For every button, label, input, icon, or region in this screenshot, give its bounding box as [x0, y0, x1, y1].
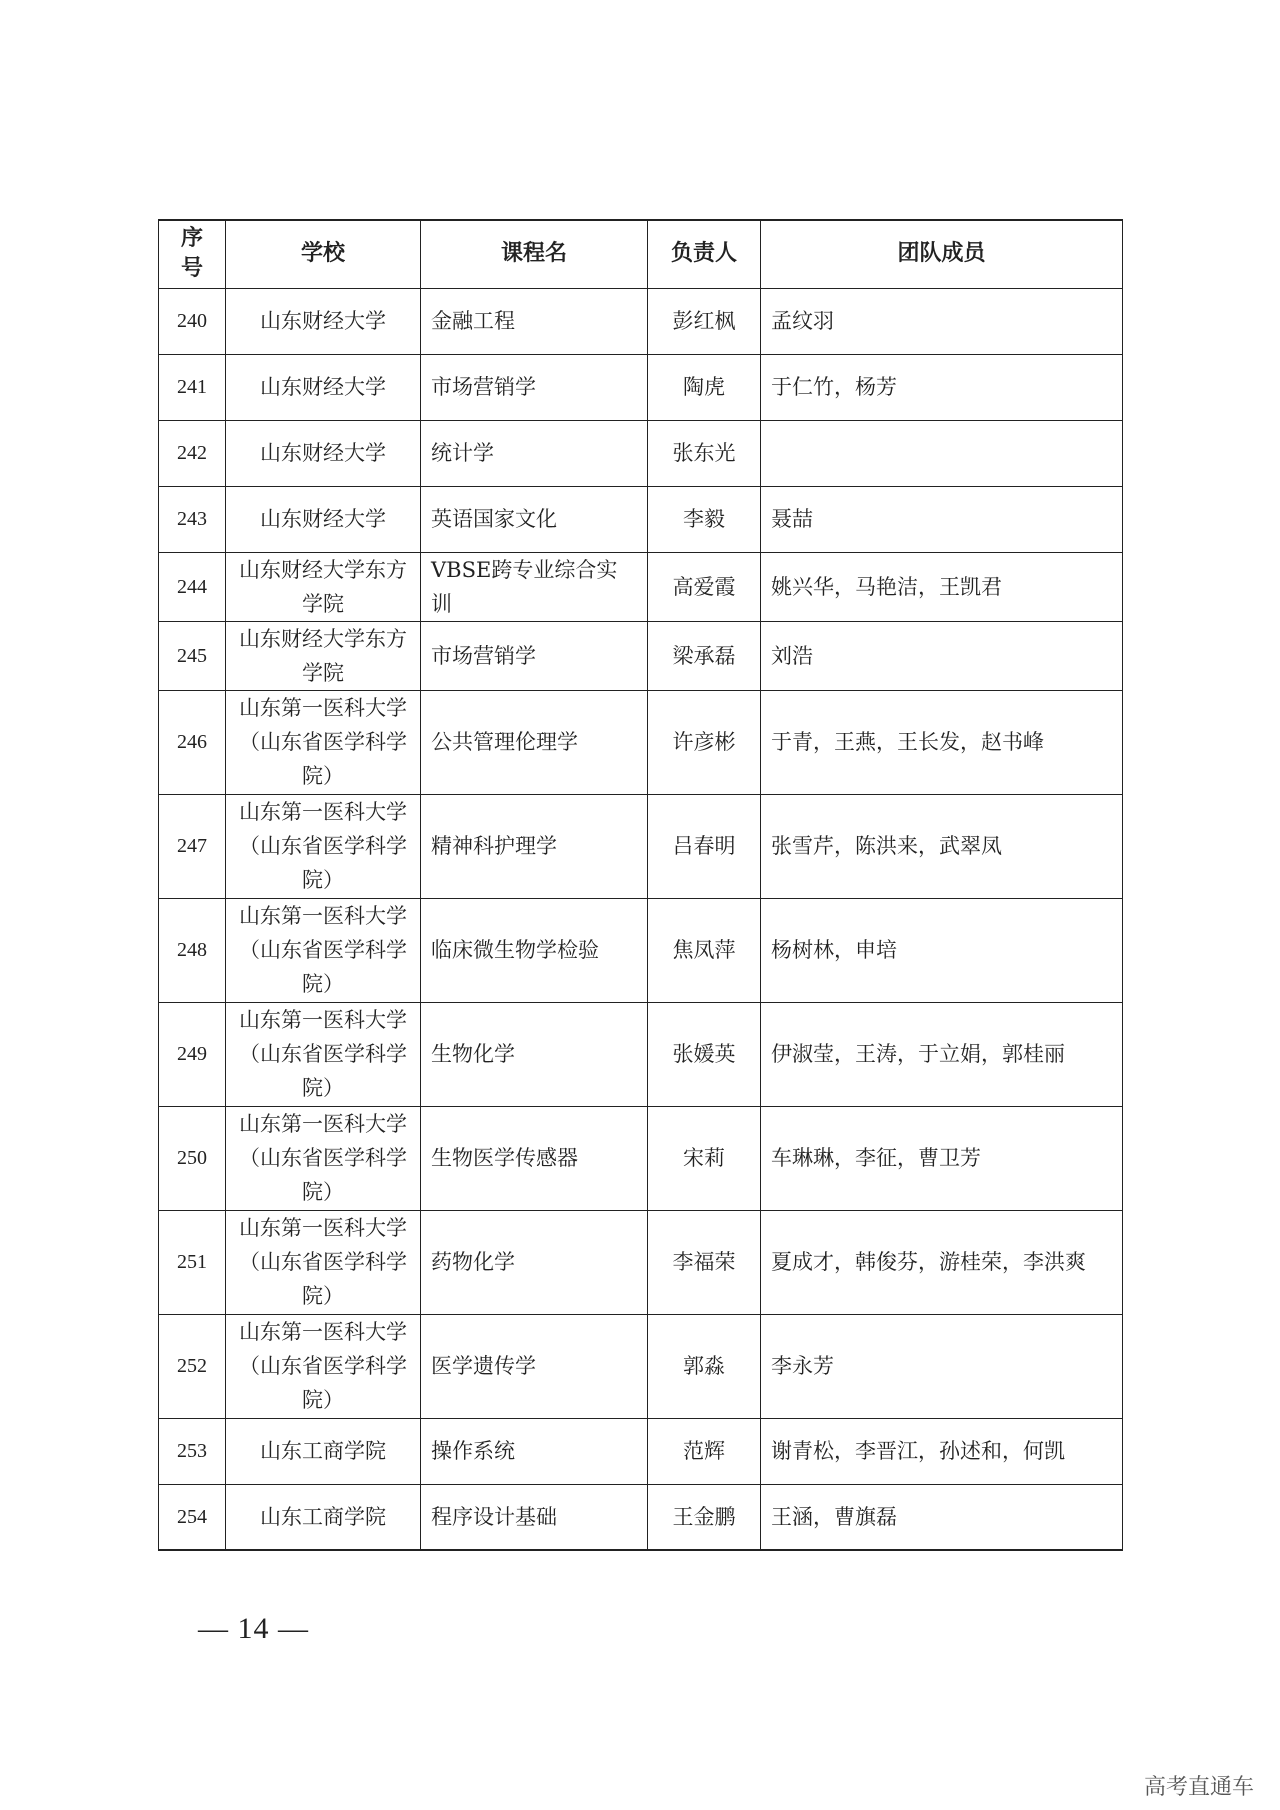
row-leader: 郭淼	[648, 1314, 761, 1418]
row-school: 山东第一医科大学（山东省医学科学院）	[226, 1314, 421, 1418]
course-table	[158, 219, 1123, 1551]
row-course: 市场营销学	[421, 354, 648, 420]
row-members: 姚兴华，马艳洁，王凯君	[761, 552, 1123, 621]
row-no: 245	[159, 621, 226, 690]
row-course: 药物化学	[421, 1210, 648, 1314]
row-leader: 张东光	[648, 420, 761, 486]
row-leader: 陶虎	[648, 354, 761, 420]
row-leader: 梁承磊	[648, 621, 761, 690]
row-course: 操作系统	[421, 1418, 648, 1484]
row-members: 于青，王燕，王长发，赵书峰	[761, 690, 1123, 794]
table-row	[159, 621, 1123, 690]
row-leader: 吕春明	[648, 794, 761, 898]
row-members: 王涵，曹旗磊	[761, 1484, 1123, 1550]
row-school: 山东第一医科大学（山东省医学科学院）	[226, 898, 421, 1002]
header-no: 序号	[159, 220, 226, 288]
row-course: 精神科护理学	[421, 794, 648, 898]
table-row	[159, 288, 1123, 354]
row-members: 刘浩	[761, 621, 1123, 690]
header-school: 学校	[226, 220, 421, 288]
row-school: 山东第一医科大学（山东省医学科学院）	[226, 794, 421, 898]
row-leader: 彭红枫	[648, 288, 761, 354]
row-no: 242	[159, 420, 226, 486]
table-row	[159, 898, 1123, 1002]
row-members: 于仁竹，杨芳	[761, 354, 1123, 420]
row-no: 246	[159, 690, 226, 794]
row-no: 250	[159, 1106, 226, 1210]
row-members	[761, 420, 1123, 486]
row-no: 244	[159, 552, 226, 621]
row-school: 山东工商学院	[226, 1418, 421, 1484]
row-members: 李永芳	[761, 1314, 1123, 1418]
header-members: 团队成员	[761, 220, 1123, 288]
row-course: 英语国家文化	[421, 486, 648, 552]
row-members: 谢青松，李晋江，孙述和，何凯	[761, 1418, 1123, 1484]
row-school: 山东第一医科大学（山东省医学科学院）	[226, 1002, 421, 1106]
row-course: 市场营销学	[421, 621, 648, 690]
row-leader: 张媛英	[648, 1002, 761, 1106]
row-leader: 范辉	[648, 1418, 761, 1484]
row-no: 247	[159, 794, 226, 898]
row-no: 251	[159, 1210, 226, 1314]
row-course: 临床微生物学检验	[421, 898, 648, 1002]
table-row	[159, 486, 1123, 552]
table-row	[159, 1418, 1123, 1484]
row-school: 山东财经大学东方学院	[226, 552, 421, 621]
table-row	[159, 420, 1123, 486]
row-school: 山东财经大学	[226, 354, 421, 420]
row-leader: 焦凤萍	[648, 898, 761, 1002]
row-members: 伊淑莹，王涛，于立娟，郭桂丽	[761, 1002, 1123, 1106]
row-school: 山东财经大学	[226, 486, 421, 552]
row-course: 统计学	[421, 420, 648, 486]
page-number: — 14 —	[198, 1612, 309, 1645]
row-course: 金融工程	[421, 288, 648, 354]
row-no: 253	[159, 1418, 226, 1484]
row-leader: 李福荣	[648, 1210, 761, 1314]
table-row	[159, 1106, 1123, 1210]
row-no: 240	[159, 288, 226, 354]
row-school: 山东第一医科大学（山东省医学科学院）	[226, 690, 421, 794]
row-members: 车琳琳，李征，曹卫芳	[761, 1106, 1123, 1210]
row-no: 249	[159, 1002, 226, 1106]
row-course: 公共管理伦理学	[421, 690, 648, 794]
row-members: 聂喆	[761, 486, 1123, 552]
table-row	[159, 1210, 1123, 1314]
table-row	[159, 552, 1123, 621]
row-course: 程序设计基础	[421, 1484, 648, 1550]
row-no: 248	[159, 898, 226, 1002]
row-course: 生物化学	[421, 1002, 648, 1106]
table-row	[159, 794, 1123, 898]
table-row	[159, 690, 1123, 794]
row-no: 243	[159, 486, 226, 552]
row-school: 山东财经大学东方学院	[226, 621, 421, 690]
row-school: 山东工商学院	[226, 1484, 421, 1550]
row-school: 山东财经大学	[226, 288, 421, 354]
row-members: 夏成才，韩俊芬，游桂荣，李洪爽	[761, 1210, 1123, 1314]
row-leader: 宋莉	[648, 1106, 761, 1210]
row-leader: 高爱霞	[648, 552, 761, 621]
table-header-row	[159, 220, 1123, 288]
watermark: 高考直通车	[1143, 1775, 1254, 1800]
table-row	[159, 354, 1123, 420]
row-no: 241	[159, 354, 226, 420]
row-members: 孟纹羽	[761, 288, 1123, 354]
header-leader: 负责人	[648, 220, 761, 288]
row-members: 杨树林，申培	[761, 898, 1123, 1002]
row-members: 张雪芹，陈洪来，武翠凤	[761, 794, 1123, 898]
row-no: 254	[159, 1484, 226, 1550]
row-leader: 李毅	[648, 486, 761, 552]
row-course: 医学遗传学	[421, 1314, 648, 1418]
row-course: 生物医学传感器	[421, 1106, 648, 1210]
header-course: 课程名	[421, 220, 648, 288]
row-course: VBSE跨专业综合实训	[421, 552, 648, 621]
row-school: 山东第一医科大学（山东省医学科学院）	[226, 1106, 421, 1210]
row-leader: 王金鹏	[648, 1484, 761, 1550]
row-no: 252	[159, 1314, 226, 1418]
table-row	[159, 1484, 1123, 1550]
table-row	[159, 1314, 1123, 1418]
table-row	[159, 1002, 1123, 1106]
row-school: 山东第一医科大学（山东省医学科学院）	[226, 1210, 421, 1314]
row-school: 山东财经大学	[226, 420, 421, 486]
row-leader: 许彦彬	[648, 690, 761, 794]
